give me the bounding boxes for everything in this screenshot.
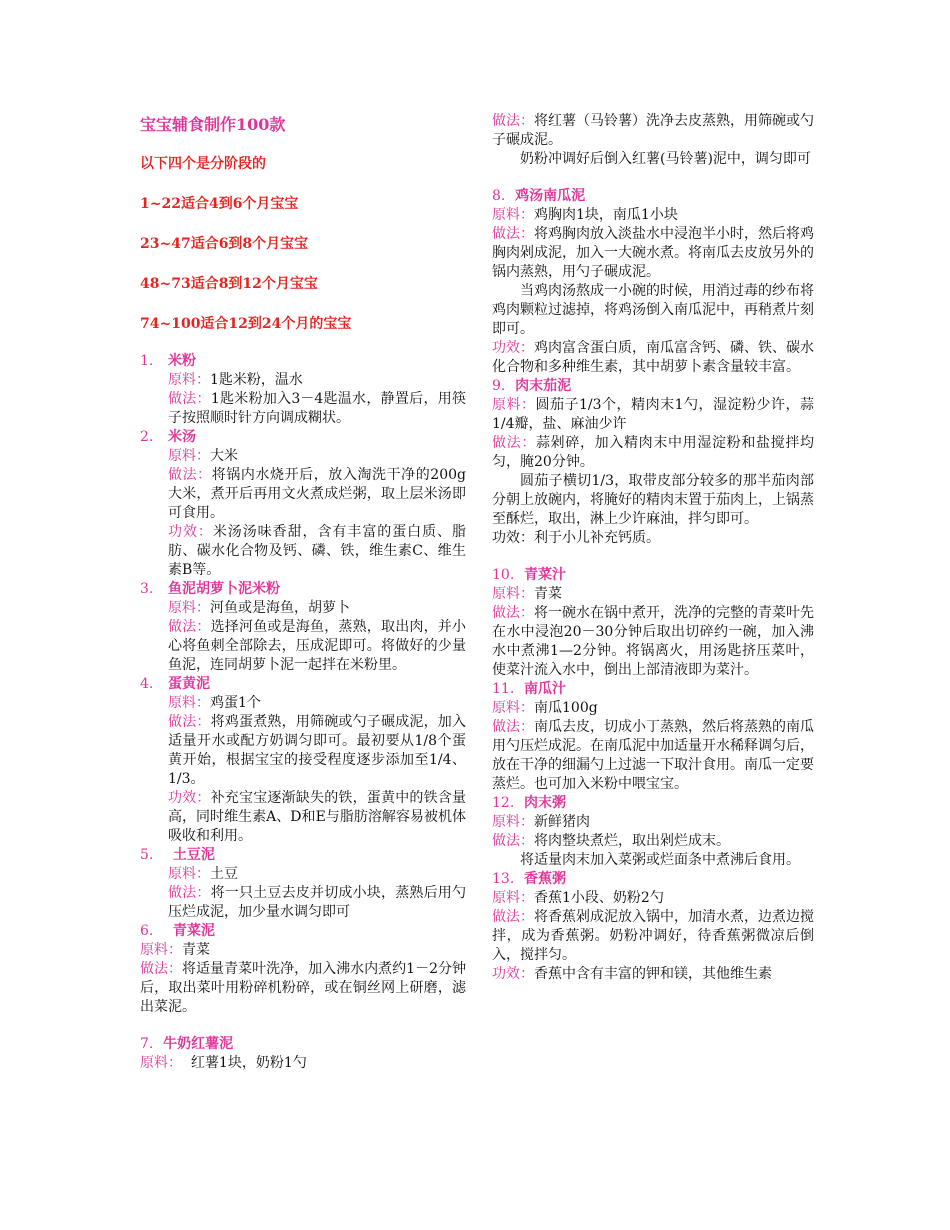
recipe-heading: 9. 肉末茄泥 xyxy=(492,378,572,394)
recipe-ingredients: 原料：南瓜100g xyxy=(492,700,598,716)
recipe-1 xyxy=(140,352,466,428)
recipe-heading: 10. 青菜汁 xyxy=(492,567,567,583)
recipe-heading: 12. 肉末粥 xyxy=(492,795,567,811)
recipe-effect: 功效：鸡肉富含蛋白质，南瓜富含钙、磷、铁、碳水化合物和多种维生素，其中胡萝卜素含量较丰富。 xyxy=(492,340,814,375)
recipe-2 xyxy=(140,428,466,580)
recipe-ingredients: 原料：青菜 xyxy=(140,942,210,958)
recipe-method: 做法：将香蕉剁成泥放入锅中，加清水煮，边煮边搅拌，成为香蕉粥。奶粉冲调好，待香蕉粥微凉后倒入，搅拌匀。 xyxy=(492,909,814,963)
recipe-5 xyxy=(140,846,466,922)
recipe-heading: 8. 鸡汤南瓜泥 xyxy=(492,188,586,204)
recipe-7-method: 做法：将红薯（马铃薯）洗净去皮蒸熟，用筛碗或勺子碾成泥。 xyxy=(492,113,814,148)
recipe-3 xyxy=(140,580,466,675)
recipe-effect: 功效：米汤汤味香甜，含有丰富的蛋白质、脂肪、碳水化合物及钙、磷、铁，维生素C、维生素B等。 xyxy=(168,524,467,578)
left-column xyxy=(140,114,466,1073)
recipe-heading: 1. 米粉 xyxy=(140,353,196,369)
spacer xyxy=(492,548,814,566)
recipe-7-extra: 奶粉冲调好后倒入红薯(马铃薯)泥中，调匀即可 xyxy=(520,151,811,167)
recipe-method: 做法：蒜剁碎，加入精肉末中用湿淀粉和盐搅拌均匀，腌20分钟。 xyxy=(492,435,814,470)
recipe-8 xyxy=(492,187,814,377)
recipe-method: 做法：将鸡蛋煮熟，用筛碗或勺子碾成泥，加入适量开水或配方奶调匀即可。最初要从1/8个蛋黄开始，根据宝宝的接受程度逐步添加至1/4、1/3。 xyxy=(168,714,467,787)
recipe-ingredients: 原料：圆茄子1/3个，精肉末1勺，湿淀粉少许，蒜1/4瓣，盐、麻油少许 xyxy=(492,397,815,432)
recipe-7 xyxy=(140,1035,466,1073)
recipe-heading: 4. 蛋黄泥 xyxy=(140,676,210,692)
recipe-ingredients: 原料： 红薯1块，奶粉1勺 xyxy=(140,1055,307,1071)
recipe-6 xyxy=(140,922,466,1017)
recipe-heading: 7. 牛奶红薯泥 xyxy=(140,1036,234,1052)
stage-range-3: 48~73适合8到12个月宝宝 xyxy=(140,276,318,292)
recipe-13 xyxy=(492,870,814,984)
recipe-4 xyxy=(140,675,466,846)
recipe-method: 做法：将肉整块煮烂，取出剁烂成末。 xyxy=(492,833,730,849)
recipe-9 xyxy=(492,377,814,548)
recipe-ingredients: 原料：河鱼或是海鱼，胡萝卜 xyxy=(168,600,350,616)
recipe-method: 做法：1匙米粉加入3－4匙温水，静置后，用筷子按照顺时针方向调成糊状。 xyxy=(168,391,466,426)
recipe-extra: 将适量肉末加入菜粥或烂面条中煮沸后食用。 xyxy=(520,852,800,868)
recipe-method: 做法：将适量青菜叶洗净，加入沸水内煮约1－2分钟后，取出菜叶用粉碎机粉碎，或在铜丝网上研磨，滤出菜泥。 xyxy=(140,961,466,1015)
document-title: 宝宝辅食制作100款 xyxy=(140,115,286,134)
recipe-ingredients: 原料：1匙米粉，温水 xyxy=(168,372,303,388)
spacer xyxy=(492,169,814,187)
recipe-heading: 2. 米汤 xyxy=(140,429,196,445)
recipe-ingredients: 原料：新鲜猪肉 xyxy=(492,814,590,830)
recipe-heading: 11. 南瓜汁 xyxy=(492,681,567,697)
recipe-method: 做法：将一碗水在锅中煮开，洗净的完整的青菜叶先在水中浸泡20－30分钟后取出切碎约一碗，加入沸水中煮沸1—2分钟。将锅离火，用汤匙挤压菜叶，使菜汁流入水中，倒出上部清液即为菜汁。 xyxy=(492,605,814,678)
recipe-11 xyxy=(492,680,814,794)
stage-range-1: 1~22适合4到6个月宝宝 xyxy=(140,196,299,212)
recipe-effect: 功效：香蕉中含有丰富的钾和镁，其他维生素 xyxy=(492,966,772,982)
stage-range-4: 74~100适合12到24个月的宝宝 xyxy=(140,316,352,332)
right-column xyxy=(492,112,814,984)
recipe-ingredients: 原料：鸡蛋1个 xyxy=(168,695,261,711)
recipe-heading: 13. 香蕉粥 xyxy=(492,871,567,887)
recipe-extra: 当鸡肉汤熬成一小碗的时候，用消过毒的纱布将鸡肉颗粒过滤掉，将鸡汤倒入南瓜泥中，再稍煮片刻即可。 xyxy=(492,283,814,337)
recipe-heading: 6. 青菜泥 xyxy=(140,923,215,939)
recipe-method: 做法：将鸡胸肉放入淡盐水中浸泡半小时，然后将鸡胸肉剁成泥，加入一大碗水煮。将南瓜去皮放另外的锅内蒸熟，用勺子碾成泥。 xyxy=(492,226,814,280)
recipe-ingredients: 原料：土豆 xyxy=(168,866,238,882)
recipe-method: 做法：选择河鱼或是海鱼，蒸熟，取出肉，并小心将鱼刺全部除去，压成泥即可。将做好的少量鱼泥，连同胡萝卜泥一起拌在米粉里。 xyxy=(168,619,467,673)
recipe-heading: 5. 土豆泥 xyxy=(140,847,215,863)
recipe-effect: 功效：补充宝宝逐渐缺失的铁，蛋黄中的铁含量高，同时维生素A、D和E与脂肪溶解容易被机体吸收和利用。 xyxy=(168,790,467,844)
recipe-extra: 圆茄子横切1/3，取带皮部分较多的那半茄肉部分朝上放碗内，将腌好的精肉末置于茄肉上，上锅蒸至酥烂，取出，淋上少许麻油，拌匀即可。 xyxy=(492,473,814,527)
recipe-ingredients: 原料：青菜 xyxy=(492,586,562,602)
recipe-ingredients: 原料：大米 xyxy=(168,448,238,464)
recipe-heading: 3. 鱼泥胡萝卜泥米粉 xyxy=(140,581,280,597)
recipe-12 xyxy=(492,794,814,870)
recipe-effect: 功效：利于小儿补充钙质。 xyxy=(492,530,660,546)
recipe-method: 做法：南瓜去皮，切成小丁蒸熟，然后将蒸熟的南瓜用勺压烂成泥。在南瓜泥中加适量开水稀释调匀后，放在干净的细漏勺上过滤一下取汁食用。南瓜一定要蒸烂。也可加入米粉中喂宝宝。 xyxy=(492,719,814,792)
recipe-10 xyxy=(492,566,814,680)
spacer xyxy=(140,1017,466,1035)
stage-intro: 以下四个是分阶段的 xyxy=(140,156,266,172)
recipe-ingredients: 原料：鸡胸肉1块，南瓜1小块 xyxy=(492,207,678,223)
stage-range-2: 23~47适合6到8个月宝宝 xyxy=(140,236,309,252)
recipe-method: 做法：将锅内水烧开后，放入淘洗干净的200g大米，煮开后再用文火煮成烂粥，取上层米汤即可食用。 xyxy=(168,467,466,521)
recipe-ingredients: 原料：香蕉1小段、奶粉2勺 xyxy=(492,890,664,906)
recipe-method: 做法：将一只土豆去皮并切成小块，蒸熟后用勺压烂成泥，加少量水调匀即可 xyxy=(168,885,467,920)
